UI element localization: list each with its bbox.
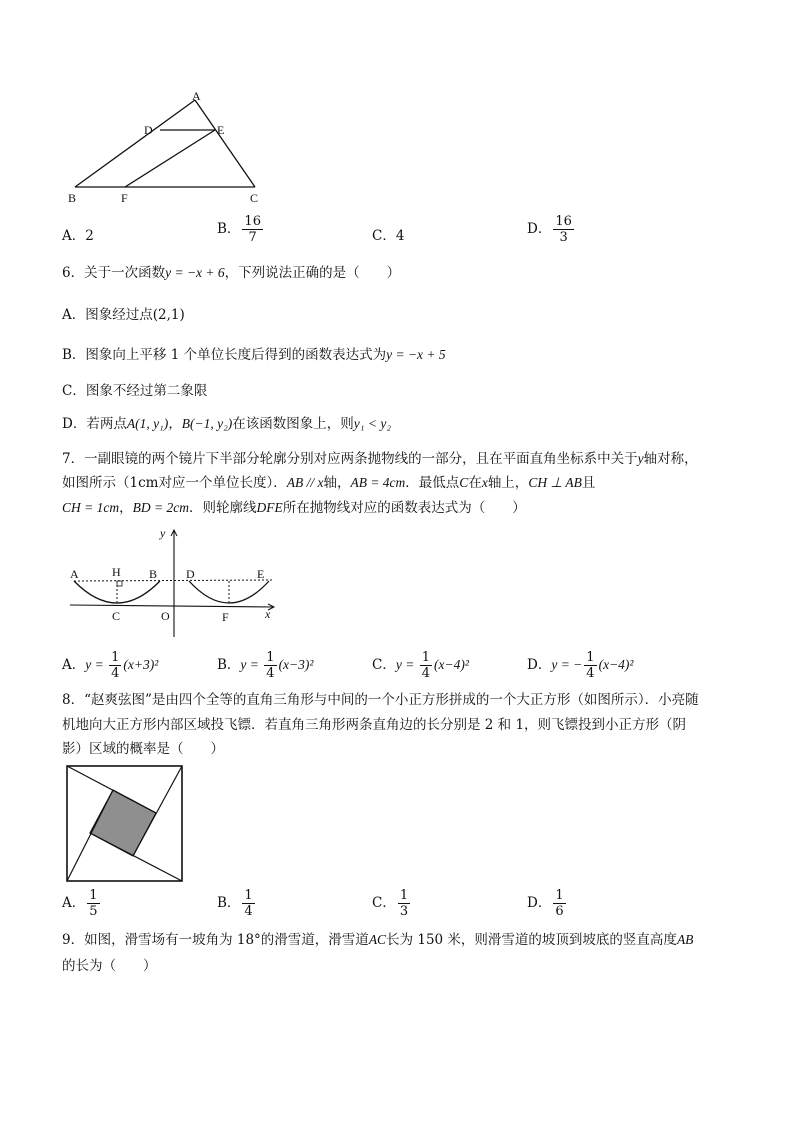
option-text: B．图象向上平移 1 个单位长度后得到的函数表达式为: [62, 347, 387, 363]
denominator: 6: [555, 904, 564, 919]
label-B: B: [68, 191, 77, 205]
option-pre: y =: [395, 657, 418, 672]
option-pre: y =: [240, 657, 263, 672]
q7-stem-line-2: [62, 473, 595, 493]
option-letter: C．: [372, 895, 396, 911]
stem-formula: BD = 2cm: [132, 500, 189, 515]
q5-option-d[interactable]: [527, 214, 576, 245]
label-C: C: [250, 191, 259, 205]
q5-option-a[interactable]: [62, 224, 94, 244]
stem-text: 所在抛物线对应的函数表达式为（ ）: [282, 500, 526, 516]
q8-stem-line-2: 机地向大正方形内部区域投飞镖．若直角三角形两条直角边的长分别是 2 和 1，则飞镖投到小正方形（阴: [62, 717, 687, 733]
denominator: 4: [244, 904, 253, 919]
numerator: 1: [399, 888, 409, 903]
numerator: 16: [555, 214, 572, 229]
q7-option-a[interactable]: [62, 650, 158, 681]
q8-stem-line-3: 影）区域的概率是（ ）: [62, 741, 224, 757]
q5-option-b[interactable]: [217, 214, 265, 245]
denominator: 7: [248, 230, 257, 245]
q7-parabola-figure: [62, 525, 282, 640]
option-letter: A．: [62, 228, 86, 244]
stem-formula: AB: [676, 932, 694, 947]
q7-stem-line-1: [62, 449, 698, 469]
denominator: 3: [399, 904, 409, 919]
stem-var: y: [637, 451, 644, 466]
q7-option-d[interactable]: [527, 650, 633, 681]
denominator: 3: [559, 230, 568, 245]
option-value: 2: [85, 228, 94, 244]
q6-option-a[interactable]: [62, 305, 185, 325]
stem-formula: AB // x: [286, 475, 324, 490]
stem-formula: CH ⊥ AB: [528, 475, 582, 490]
fraction: [553, 214, 574, 245]
option-pre: y =: [85, 657, 108, 672]
stem-formula: x: [481, 475, 488, 490]
q6-option-b[interactable]: [62, 345, 446, 365]
q9-stem-line-1: [62, 930, 693, 950]
numerator: 16: [244, 214, 261, 229]
fraction: [264, 650, 276, 681]
option-text: C．图象不经过第二象限: [62, 383, 208, 399]
option-formula: (2,1): [152, 307, 185, 323]
fraction: [420, 650, 432, 681]
option-post: (x−3)²: [278, 657, 314, 672]
label-B: B: [149, 567, 158, 581]
option-post: (x+3)²: [123, 657, 159, 672]
q8-option-b[interactable]: [217, 888, 257, 919]
option-formula: y = −x + 5: [386, 347, 446, 362]
stem-formula: CH = 1cm: [62, 500, 120, 515]
numerator: 1: [266, 650, 275, 665]
option-letter: D．: [527, 221, 552, 237]
option-formula-2: y₁ < y₂: [353, 416, 392, 431]
stem-text: 如图所示（1cm对应一个单位长度）．: [62, 475, 287, 491]
option-letter: A．: [62, 895, 86, 911]
label-D: D: [144, 123, 153, 137]
denominator: 4: [266, 666, 275, 681]
label-H: H: [112, 565, 121, 579]
stem-text: ．最低点: [405, 475, 460, 491]
fraction: [398, 888, 410, 919]
q6-stem: [62, 263, 400, 283]
fraction: [242, 214, 263, 245]
label-C: C: [112, 609, 121, 623]
stem-text: ．则轮廓线: [188, 500, 257, 516]
numerator: 1: [586, 650, 595, 665]
stem-text: 9．如图，滑雪场有一坡角为 18°的滑雪道，滑雪道: [62, 932, 369, 948]
fraction: [87, 888, 99, 919]
option-text: A．图象经过点: [62, 307, 153, 323]
label-A: A: [70, 567, 79, 581]
label-y-axis: y: [160, 526, 166, 540]
q8-option-c[interactable]: [372, 888, 412, 919]
denominator: 4: [586, 666, 595, 681]
label-E: E: [217, 123, 225, 137]
option-post: (x−4)²: [598, 657, 634, 672]
stem-text: 在: [468, 475, 482, 491]
q6-option-d[interactable]: [62, 414, 391, 434]
denominator: 4: [111, 666, 120, 681]
q8-zhao-shuang-figure: [65, 764, 185, 884]
stem-formula: DFE: [256, 500, 283, 515]
label-F: F: [121, 191, 128, 205]
option-letter: B．: [217, 221, 241, 237]
stem-text: ，: [119, 500, 133, 516]
label-x-axis: x: [265, 607, 271, 621]
option-post: (x−4)²: [433, 657, 469, 672]
stem-text: 轴，: [323, 475, 351, 491]
numerator: 1: [111, 650, 120, 665]
stem-tail: ，下列说法正确的是（ ）: [224, 265, 401, 281]
q5-triangle-figure: [60, 90, 280, 210]
label-A: A: [192, 90, 201, 103]
numerator: 1: [421, 650, 430, 665]
fraction: [242, 888, 254, 919]
stem-tail: 轴对称，: [643, 451, 698, 467]
label-O: O: [161, 609, 170, 623]
option-formula: A(1, y₁)，B(−1, y₂): [126, 416, 233, 431]
q8-option-d[interactable]: [527, 888, 568, 919]
q8-option-a[interactable]: [62, 888, 102, 919]
q7-option-c[interactable]: [372, 650, 469, 681]
stem-text: 6．关于一次函数: [62, 265, 166, 281]
numerator: 1: [244, 888, 253, 903]
option-letter: A．: [62, 657, 86, 673]
stem-formula: AC: [368, 932, 387, 947]
fraction: [584, 650, 596, 681]
option-tail: 在该函数图象上，则: [232, 416, 354, 432]
numerator: 1: [89, 888, 98, 903]
denominator: 5: [89, 904, 98, 919]
option-letter: B．: [217, 895, 241, 911]
q8-stem-line-1: 8．“赵爽弦图”是由四个全等的直角三角形与中间的一个小正方形拼成的一个大正方形（如图所示）．小亮随: [62, 692, 699, 708]
option-letter: B．: [217, 657, 241, 673]
option-letter: C．: [372, 228, 396, 244]
stem-formula: C: [459, 475, 469, 490]
stem-text: 且: [581, 475, 596, 491]
stem-text: 轴上，: [487, 475, 529, 491]
stem-text: 7．一副眼镜的两个镜片下半部分轮廓分别对应两条抛物线的一部分，且在平面直角坐标系中关于: [62, 451, 638, 467]
option-value: 4: [395, 228, 405, 244]
q7-stem-line-3: [62, 498, 526, 518]
q6-option-c[interactable]: [62, 381, 207, 401]
q5-option-c[interactable]: [372, 224, 404, 244]
stem-text: 长为 150 米，则滑雪道的坡顶到坡底的竖直高度: [386, 932, 677, 948]
option-letter: D．: [527, 895, 552, 911]
fraction: [109, 650, 121, 681]
q9-stem-line-2: 的长为（ ）: [62, 958, 157, 974]
option-text: D．若两点: [62, 416, 127, 432]
option-pre: y = −: [551, 657, 583, 672]
label-E: E: [257, 567, 265, 581]
fraction: [553, 888, 565, 919]
denominator: 4: [421, 666, 430, 681]
label-D: D: [186, 567, 195, 581]
option-letter: D．: [527, 657, 552, 673]
stem-formula: AB = 4cm: [350, 475, 406, 490]
numerator: 1: [555, 888, 564, 903]
label-F: F: [222, 610, 229, 624]
option-letter: C．: [372, 657, 396, 673]
stem-formula: y = −x + 6: [165, 265, 225, 280]
q7-option-b[interactable]: [217, 650, 313, 681]
